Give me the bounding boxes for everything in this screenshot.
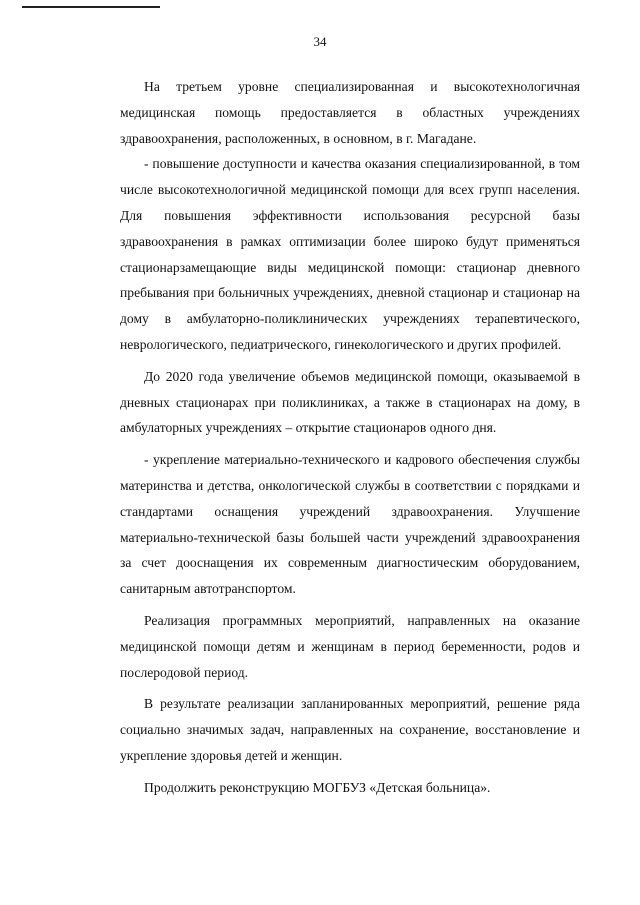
top-rule	[22, 6, 160, 8]
paragraph-maternity-services: - укрепление материально-технического и кадрового обеспечения службы материнства и детства, онкологической службы в соответствии с порядками и стандартами оснащения учреждений здравоохранения. Улучшение материально-технической базы большей части учреждений здравоохранения за счет дооснащения их современным диагностическим оборудованием, санитарным автотранспортом.	[120, 452, 580, 597]
page-number: 34	[313, 34, 327, 49]
paragraph-day-hospitals: До 2020 года увеличение объемов медицинской помощи, оказываемой в дневных стационарах при поликлиниках, а также в стационарах на дому, в амбулаторных учреждениях – открытие стационаров одного дня.	[120, 368, 580, 436]
paragraph-program-measures: Реализация программных мероприятий, направленных на оказание медицинской помощи детям и женщинам в период беременности, родов и послеродовой период.	[120, 612, 580, 680]
paragraph-tertiary-care: На третьем уровне специализированная и высокотехнологичная медицинская помощь предоставляется в областных учреждениях здравоохранения, расположенных, в основном, в г. Магадане.	[120, 79, 580, 146]
paragraph-reconstruction: Продолжить реконструкцию МОГБУЗ «Детская больница».	[144, 779, 491, 795]
paragraph-results: В результате реализации запланированных мероприятий, решение ряда социально значимых задач, направленных на сохранение, восстановление и укрепление здоровья детей и женщин.	[120, 696, 580, 763]
document-body	[120, 74, 580, 801]
paragraph-accessibility: - повышение доступности и качества оказания специализированной, в том числе высокотехнологичной медицинской помощи для всех групп населения. Для повышения эффективности использования ресурсной базы здравоохранения в рамках оптимизации более широко будут применяться стационарзамещающие виды медицинской помощи: стационар дневного пребывания при больничных учреждениях, дневной стационар и стационар на дому в амбулаторно-поликлинических учреждениях терапевтического, неврологического, педиатрического, гинекологического и других профилей.	[120, 156, 580, 352]
